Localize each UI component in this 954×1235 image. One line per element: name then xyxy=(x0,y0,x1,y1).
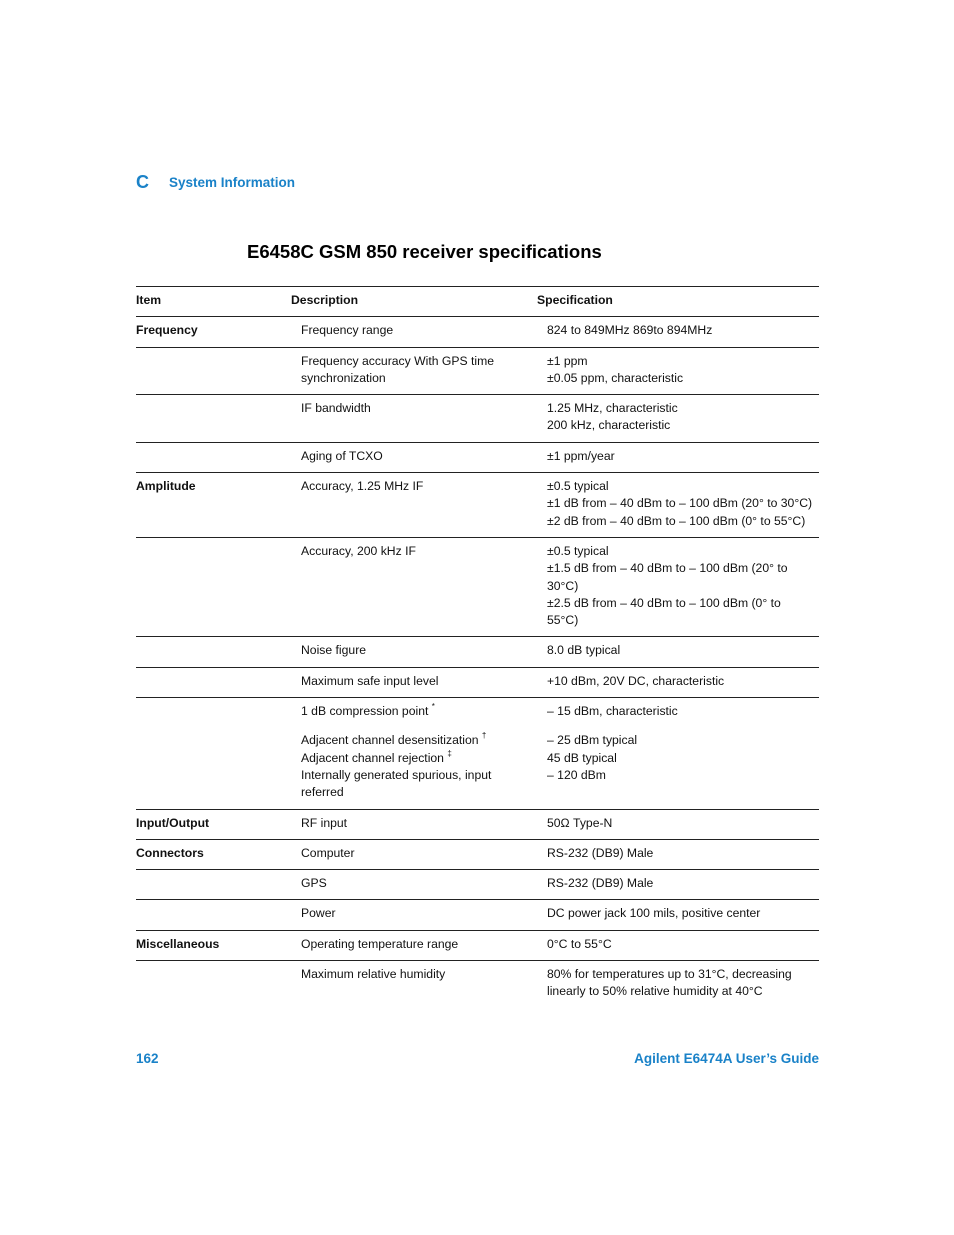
specification-cell xyxy=(537,809,819,839)
table-row xyxy=(136,442,819,472)
item-cell: Input/Output xyxy=(136,809,291,839)
description-cell xyxy=(291,347,537,395)
specification-line: ±2.5 dB from – 40 dBm to – 100 dBm (0° to xyxy=(547,595,781,610)
table-row xyxy=(136,473,819,538)
description-line: Frequency range xyxy=(301,323,394,338)
description-line-text: Adjacent channel rejection xyxy=(301,750,444,765)
description-line: Aging of TCXO xyxy=(301,448,383,463)
description-line xyxy=(301,732,537,749)
footnote-mark: * xyxy=(431,701,435,711)
description-cell xyxy=(291,667,537,697)
specification-line: 1.25 MHz, characteristic xyxy=(547,401,678,416)
specification-cell xyxy=(537,347,819,395)
item-cell xyxy=(136,961,291,1008)
specification-cell xyxy=(537,473,819,538)
specification-line: 80% for temperatures up to 31°C, decreasing xyxy=(547,967,792,982)
description-line: IF bandwidth xyxy=(301,401,371,416)
description-line: Maximum safe input level xyxy=(301,673,439,688)
description-line-text: Internally generated spurious, input xyxy=(301,767,492,782)
specification-line: 45 dB typical xyxy=(547,750,617,765)
description-line: synchronization xyxy=(301,370,386,385)
header-description: Description xyxy=(291,287,537,317)
description-cell xyxy=(291,900,537,930)
item-cell xyxy=(136,900,291,930)
table-row xyxy=(136,698,819,809)
specification-line: DC power jack 100 mils, positive center xyxy=(547,906,761,921)
description-cell xyxy=(291,839,537,869)
footnote-mark: † xyxy=(481,731,487,741)
description-line: Frequency accuracy With GPS time xyxy=(301,353,495,368)
item-cell xyxy=(136,870,291,900)
specification-cell xyxy=(537,839,819,869)
specification-cell xyxy=(537,961,819,1008)
item-cell: Connectors xyxy=(136,839,291,869)
table-row xyxy=(136,317,819,347)
item-cell xyxy=(136,347,291,395)
item-cell xyxy=(136,698,291,809)
specification-line: 824 to 849MHz 869to 894MHz xyxy=(547,323,713,338)
spec-table xyxy=(136,286,819,1008)
description-cell xyxy=(291,961,537,1008)
description-line: GPS xyxy=(301,876,327,891)
item-cell xyxy=(136,537,291,636)
specification-line: RS-232 (DB9) Male xyxy=(547,845,654,860)
specification-line: ±1 ppm/year xyxy=(547,448,615,463)
specification-cell xyxy=(537,667,819,697)
description-line: Operating temperature range xyxy=(301,936,459,951)
item-cell: Frequency xyxy=(136,317,291,347)
item-cell xyxy=(136,667,291,697)
description-line-text: referred xyxy=(301,785,344,800)
description-line: Accuracy, 200 kHz IF xyxy=(301,543,416,558)
description-cell xyxy=(291,698,537,809)
specification-cell xyxy=(537,637,819,667)
specification-line: ±2 dB from – 40 dBm to – 100 dBm (0° to 55°C) xyxy=(547,513,806,528)
item-cell: Miscellaneous xyxy=(136,930,291,960)
specification-cell xyxy=(537,930,819,960)
table-row xyxy=(136,839,819,869)
item-cell xyxy=(136,395,291,443)
description-line-text: 1 dB compression point xyxy=(301,704,429,719)
specification-cell xyxy=(537,442,819,472)
table-body xyxy=(136,317,819,1008)
footnote-mark: ‡ xyxy=(447,748,452,758)
description-line xyxy=(301,784,537,801)
specification-line: RS-232 (DB9) Male xyxy=(547,876,654,891)
specification-line: 0°C to 55°C xyxy=(547,936,612,951)
description-cell xyxy=(291,537,537,636)
item-cell xyxy=(136,637,291,667)
specification-line: ±0.05 ppm, characteristic xyxy=(547,370,684,385)
specification-line: 30°C) xyxy=(547,578,579,593)
chapter-header xyxy=(136,172,295,193)
table-row xyxy=(136,667,819,697)
specification-line: ±1.5 dB from – 40 dBm to – 100 dBm (20° to xyxy=(547,561,788,576)
table-row xyxy=(136,809,819,839)
table-row xyxy=(136,930,819,960)
specification-cell xyxy=(537,395,819,443)
specification-cell xyxy=(537,537,819,636)
description-line: Power xyxy=(301,906,336,921)
chapter-name: System Information xyxy=(169,175,296,190)
specification-line: – 25 dBm typical xyxy=(547,733,638,748)
description-line: Maximum relative humidity xyxy=(301,967,446,982)
description-line: Accuracy, 1.25 MHz IF xyxy=(301,479,424,494)
specification-line: 55°C) xyxy=(547,613,579,628)
description-cell xyxy=(291,317,537,347)
line-gap xyxy=(547,720,819,732)
specification-line: ±0.5 typical xyxy=(547,479,609,494)
table-row xyxy=(136,395,819,443)
table-row xyxy=(136,961,819,1008)
description-cell xyxy=(291,870,537,900)
specification-line: +10 dBm, 20V DC, characteristic xyxy=(547,673,725,688)
guide-title: Agilent E6474A User’s Guide xyxy=(634,1051,819,1066)
specification-cell xyxy=(537,870,819,900)
specification-line: 50Ω Type-N xyxy=(547,815,613,830)
description-cell xyxy=(291,442,537,472)
description-line: Computer xyxy=(301,845,355,860)
description-line xyxy=(301,767,537,784)
specification-line: 8.0 dB typical xyxy=(547,643,621,658)
specification-cell xyxy=(537,900,819,930)
specification-line: – 120 dBm xyxy=(547,767,606,782)
description-cell xyxy=(291,930,537,960)
specification-cell xyxy=(537,317,819,347)
header-item: Item xyxy=(136,287,291,317)
chapter-letter: C xyxy=(136,172,149,192)
table-row xyxy=(136,637,819,667)
specification-line: ±1 ppm xyxy=(547,353,588,368)
description-line xyxy=(301,750,537,767)
item-cell xyxy=(136,442,291,472)
page-number: 162 xyxy=(136,1051,159,1066)
specification-line: ±1 dB from – 40 dBm to – 100 dBm (20° to 30°C) xyxy=(547,496,813,511)
description-line xyxy=(301,703,537,720)
description-line-text: Adjacent channel desensitization xyxy=(301,733,479,748)
table-row xyxy=(136,900,819,930)
table-row xyxy=(136,870,819,900)
header-specification: Specification xyxy=(537,287,819,317)
item-cell: Amplitude xyxy=(136,473,291,538)
table-header-row xyxy=(136,287,819,317)
specification-line: ±0.5 typical xyxy=(547,543,609,558)
description-cell xyxy=(291,395,537,443)
specification-line: – 15 dBm, characteristic xyxy=(547,704,678,719)
description-line: RF input xyxy=(301,815,348,830)
line-gap xyxy=(301,720,537,732)
table-row xyxy=(136,347,819,395)
specification-line: 200 kHz, characteristic xyxy=(547,418,671,433)
specification-cell xyxy=(537,698,819,809)
description-cell xyxy=(291,637,537,667)
page-title: E6458C GSM 850 receiver specifications xyxy=(247,241,602,262)
specification-line: linearly to 50% relative humidity at 40°C xyxy=(547,984,763,999)
description-cell xyxy=(291,473,537,538)
table-row xyxy=(136,537,819,636)
description-cell xyxy=(291,809,537,839)
description-line: Noise figure xyxy=(301,643,367,658)
